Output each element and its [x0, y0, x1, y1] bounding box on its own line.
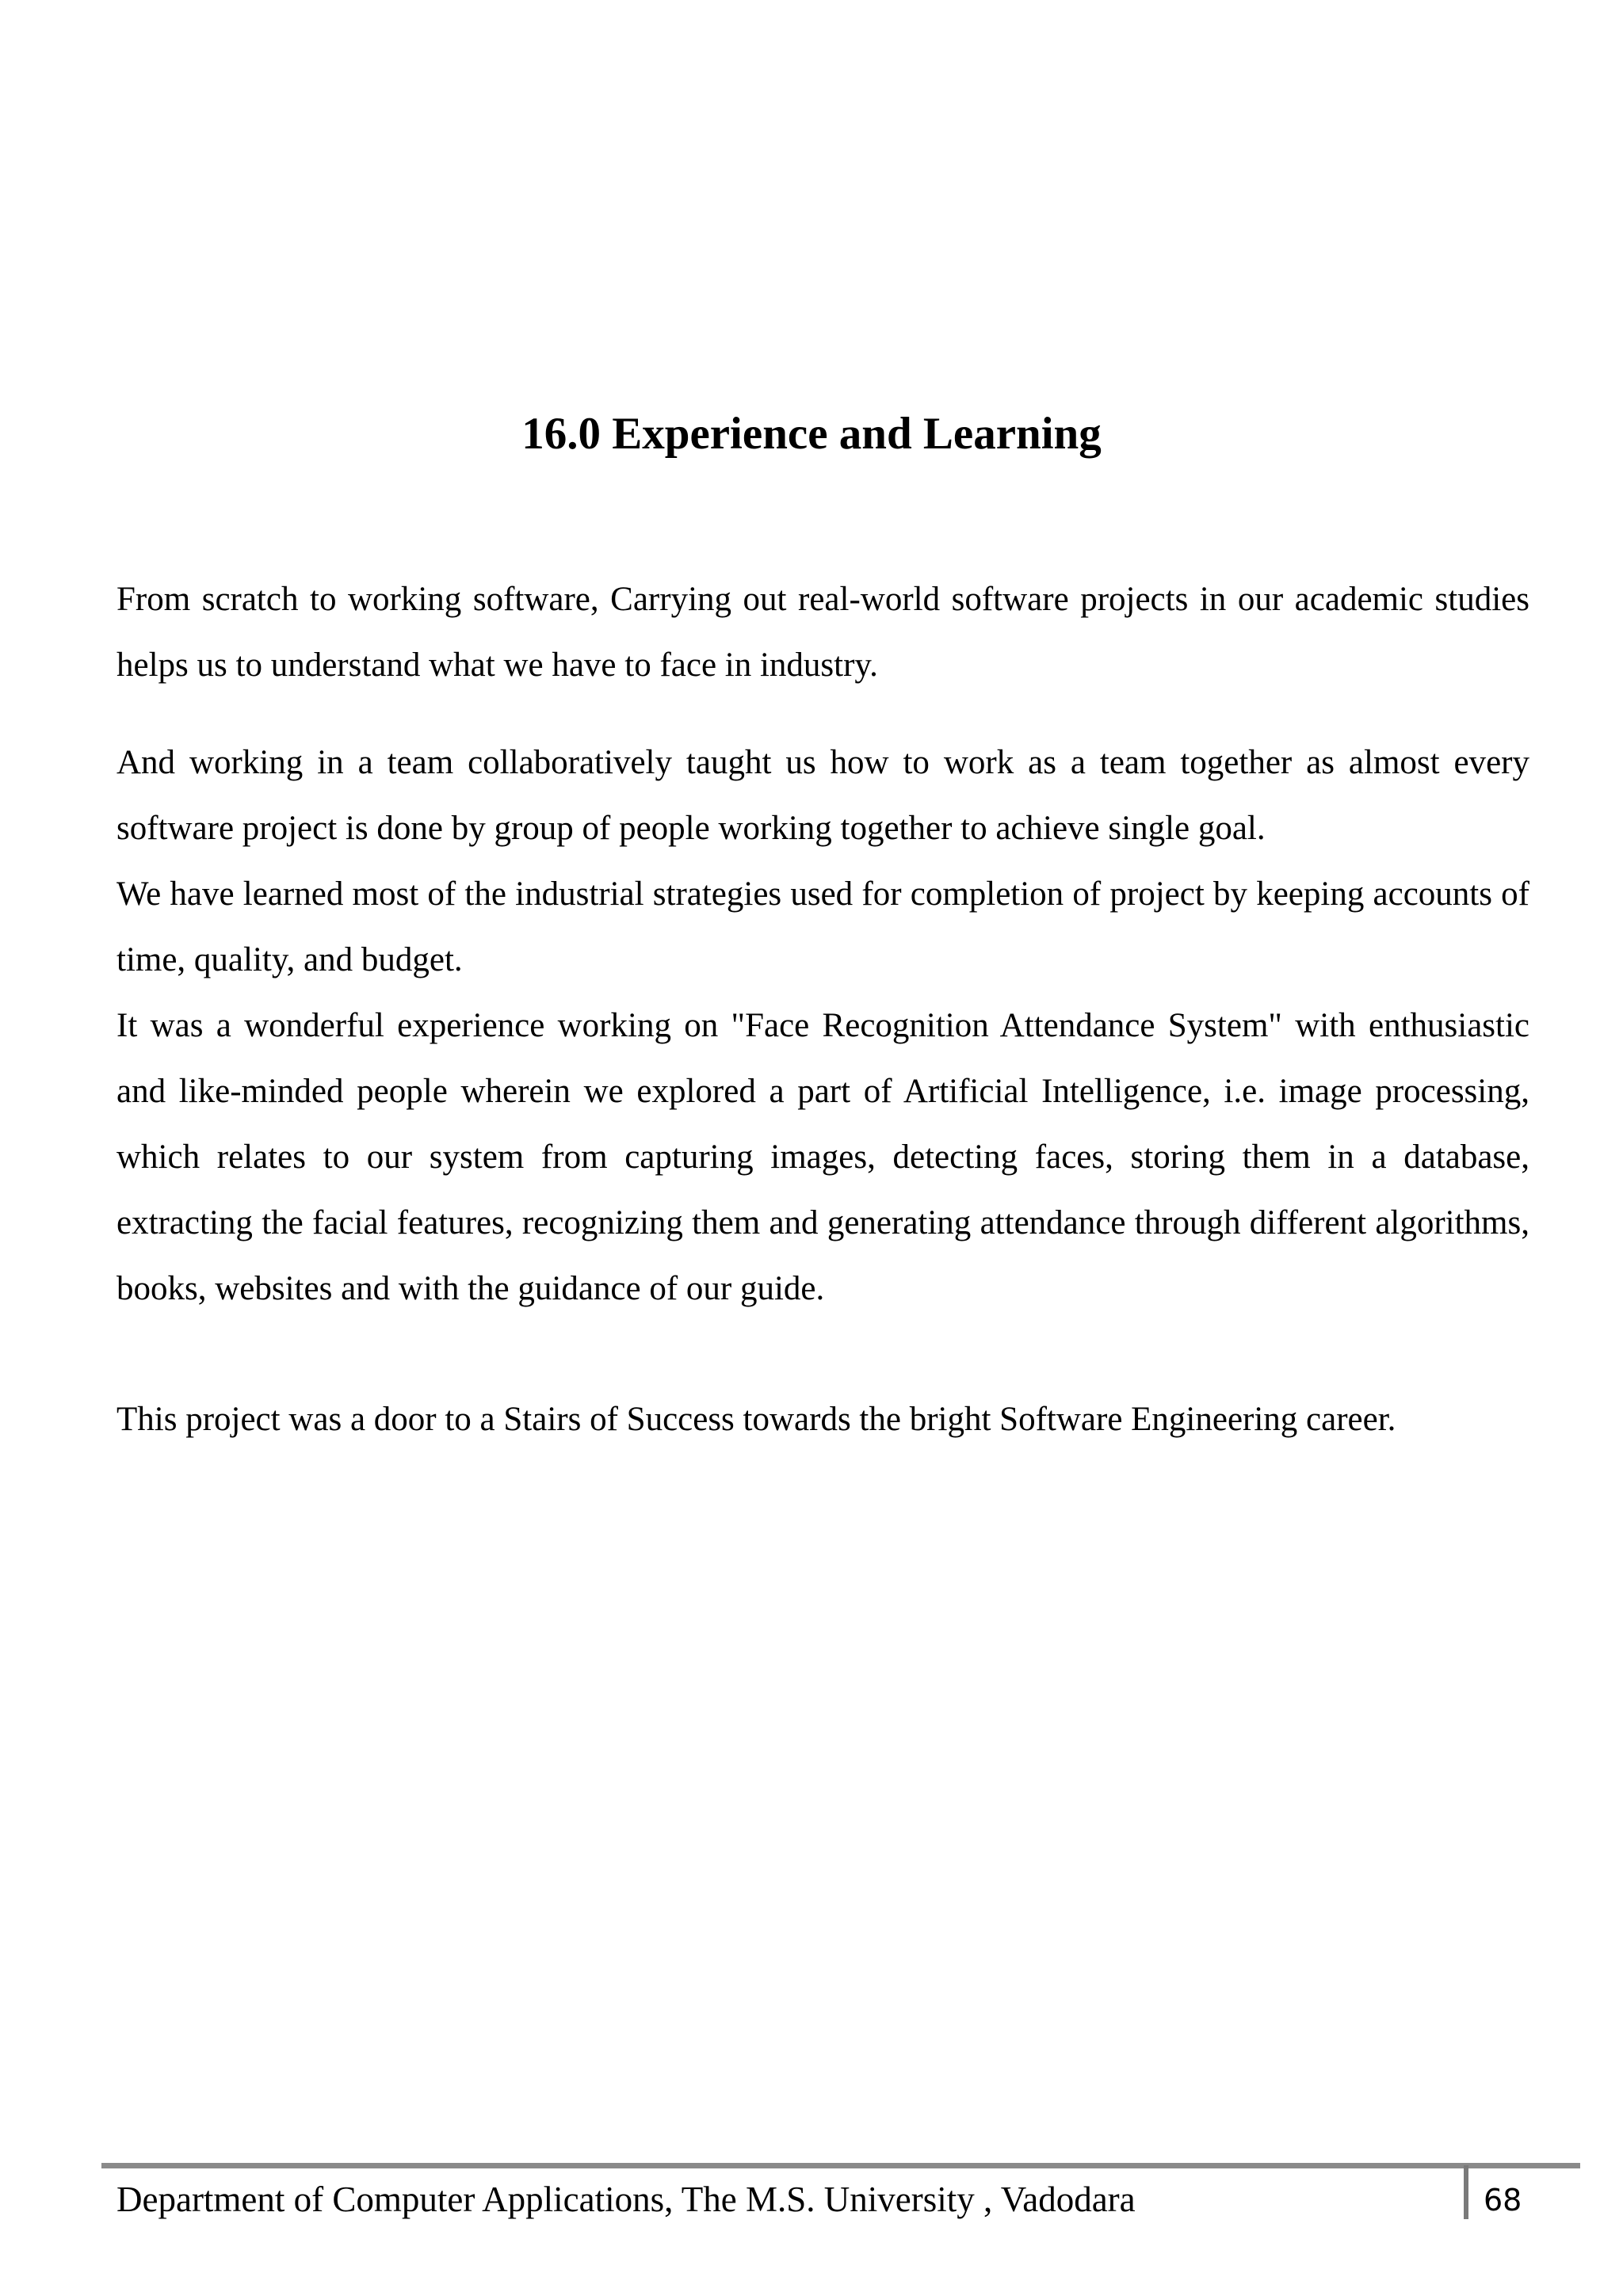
paragraph-experience: It was a wonderful experience working on "Face Recognition Attendance System" with enthusiastic and like-minded people wherein we explored a part of Artificial Intelligence, i.e. image processing, which relates to our system from capturing images, detecting faces, storing them in a database, extracting the facial features, recognizing them and generating attendance through different algorithms, books, websites and with the guidance of our guide. — [116, 1007, 1529, 1307]
paragraph-teamwork: And working in a team collaboratively taught us how to work as a team together as almost every software project is done by group of people working together to achieve single goal. — [116, 744, 1529, 847]
paragraph-intro: From scratch to working software, Carrying out real-world software projects in our academic studies helps us to understand what we have to face in industry. — [116, 581, 1529, 684]
paragraph-conclusion: This project was a door to a Stairs of Success towards the bright Software Engineering career. — [116, 1401, 1396, 1438]
footer-rule — [101, 2163, 1580, 2168]
page-title: 16.0 Experience and Learning — [521, 409, 1102, 459]
footer-department: Department of Computer Applications, The M.S. University , Vadodara — [116, 2180, 1136, 2219]
page-number: 68 — [1484, 2183, 1522, 2218]
page-number-divider — [1464, 2165, 1468, 2219]
paragraph-strategies: We have learned most of the industrial strategies used for completion of project by keeping accounts of time, quality, and budget. — [116, 875, 1529, 978]
